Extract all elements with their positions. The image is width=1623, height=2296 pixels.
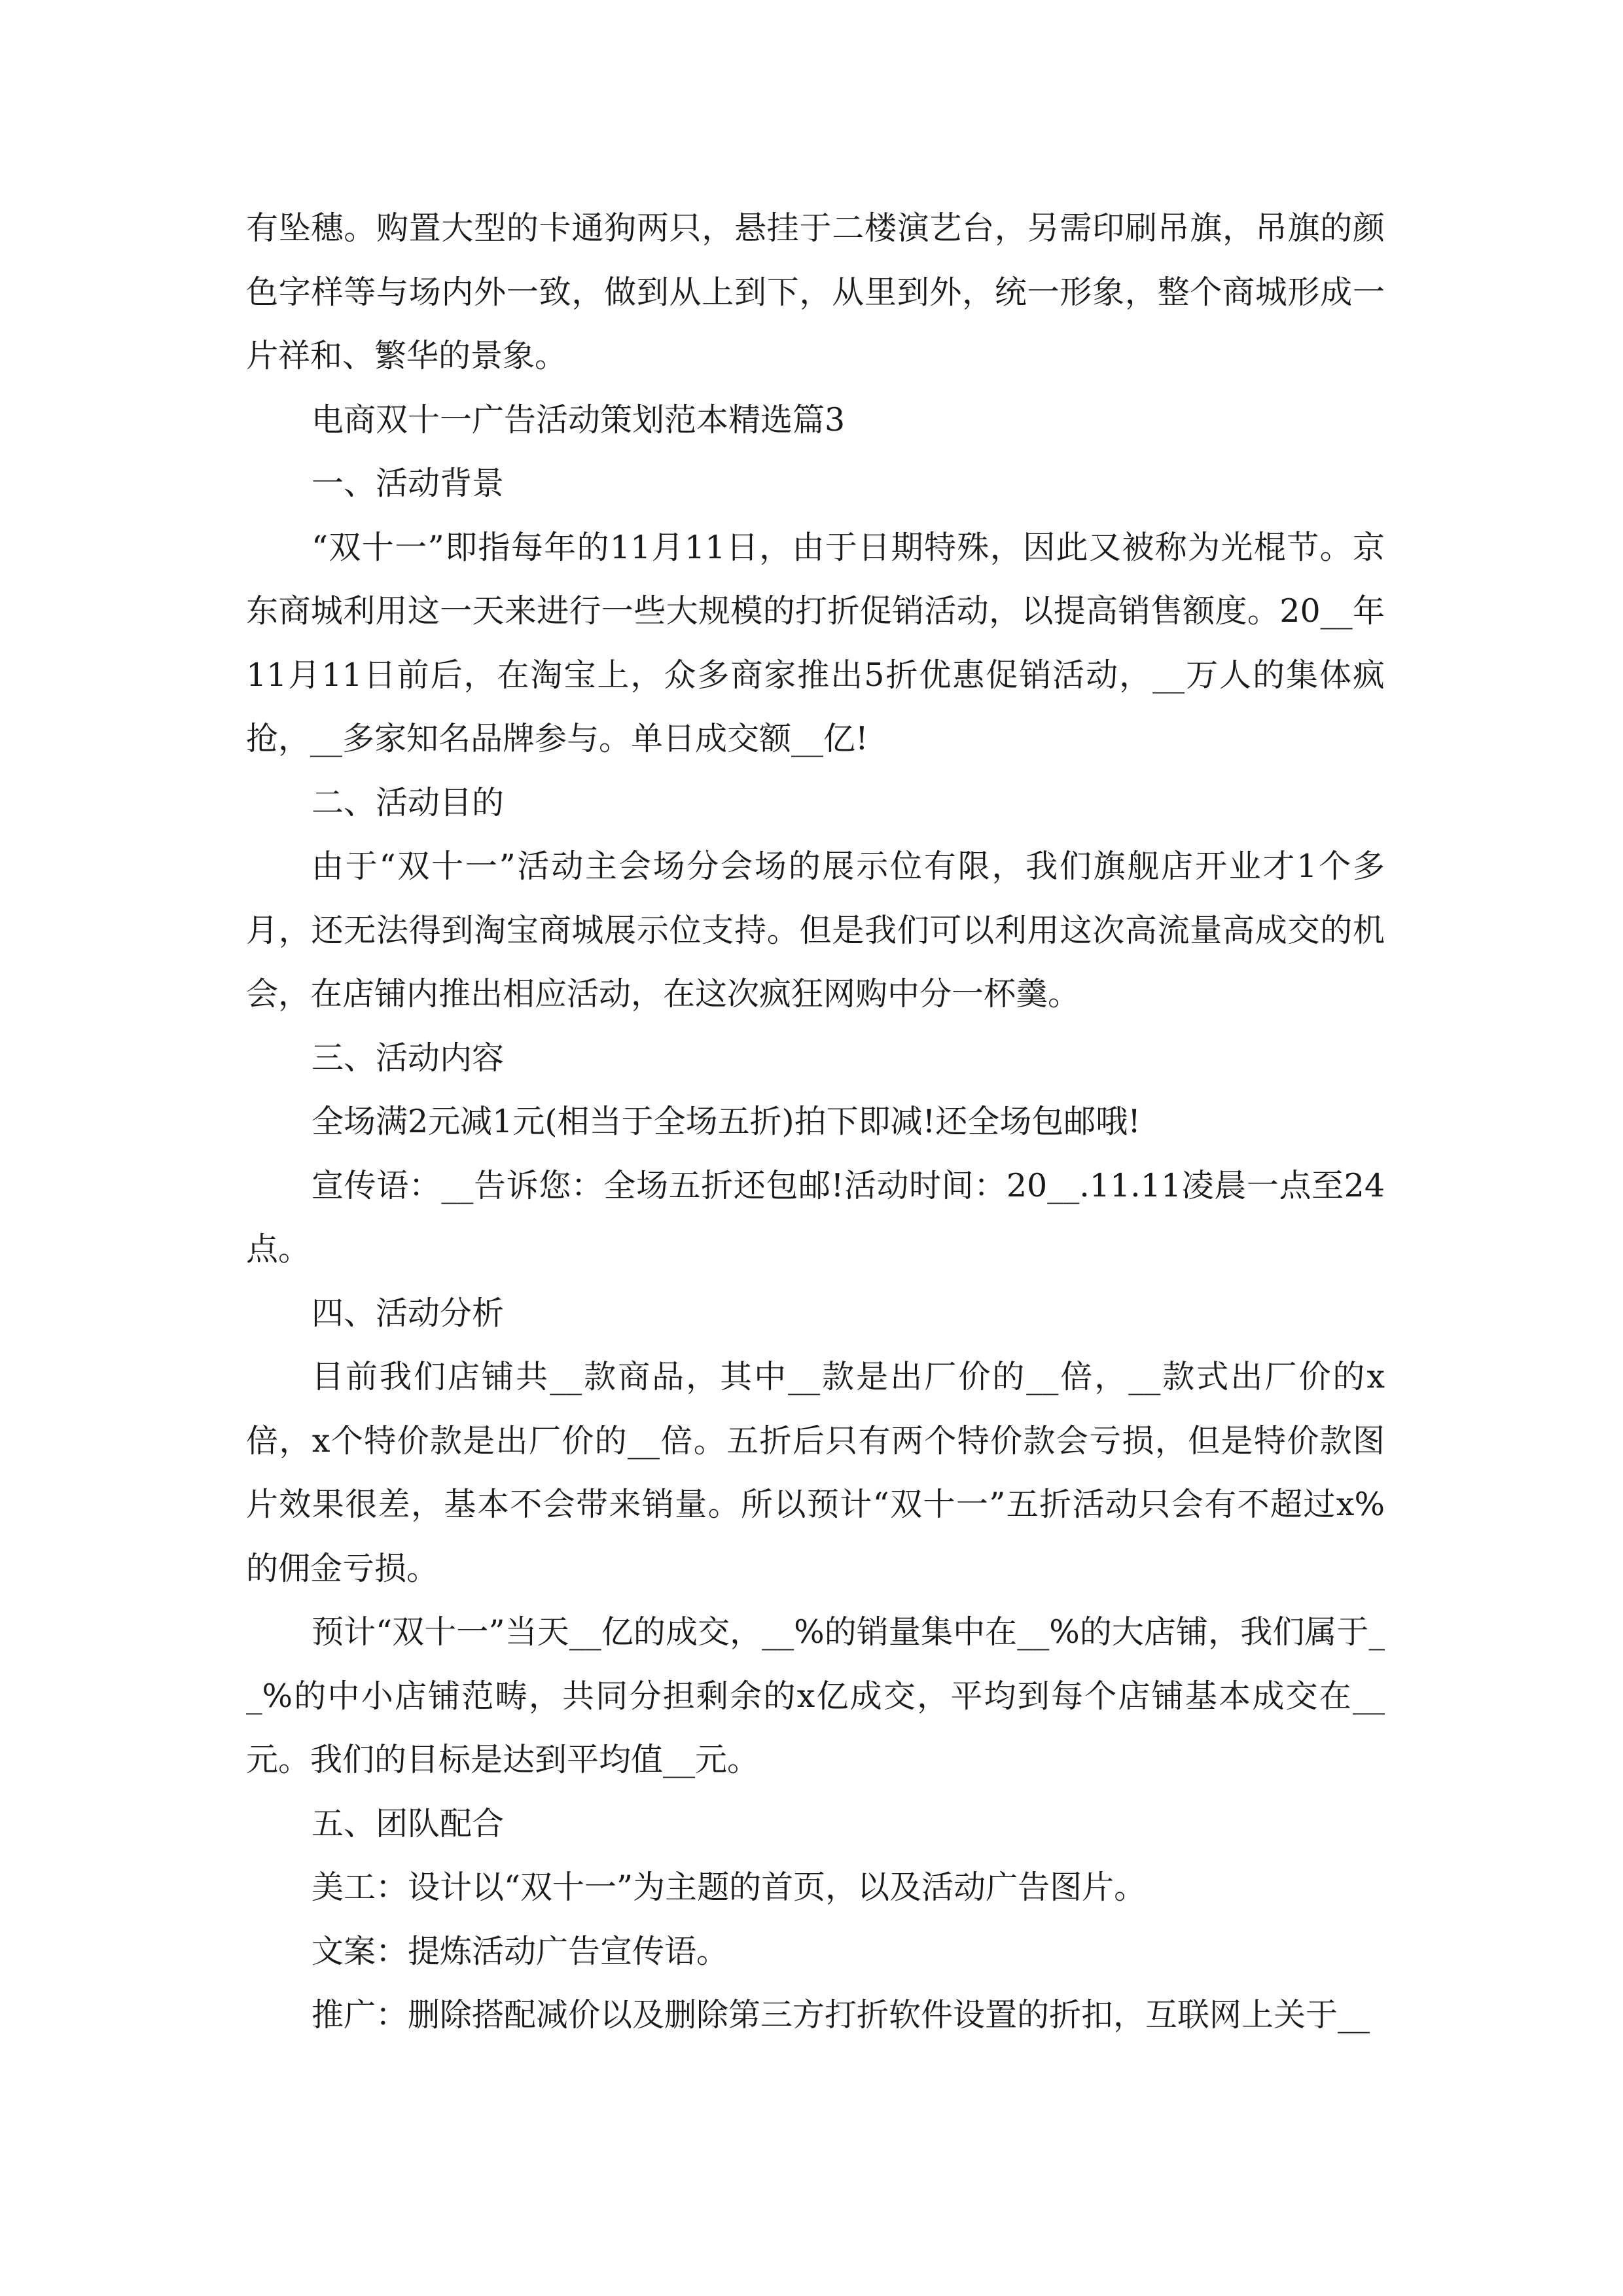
heading-content: 三、活动内容 <box>312 1039 505 1077</box>
heading-background: 一、活动背景 <box>312 465 505 502</box>
heading-team: 五、团队配合 <box>312 1804 505 1842</box>
paragraph-promotion: 推广：删除搭配减价以及删除第三方打折软件设置的折扣，互联网上关于__ <box>312 1996 1370 2034</box>
section-title: 电商双十一广告活动策划范本精选篇3 <box>312 401 846 439</box>
heading-purpose: 二、活动目的 <box>312 783 505 821</box>
paragraph-slogan: 宣传语：__告诉您：全场五折还包邮!活动时间：20__.11.11凌晨一点至24点。 <box>246 1166 1385 1268</box>
paragraph-content: 全场满2元减1元(相当于全场五折)拍下即减!还全场包邮哦! <box>312 1103 1141 1140</box>
paragraph-forecast: 预计“双十一”当天__亿的成交，__%的销量集中在__%的大店铺，我们属于__%的中小店铺范畴，共同分担剩余的x亿成交，平均到每个店铺基本成交在__元。我们的目标是达到平均值__元。 <box>246 1613 1385 1778</box>
paragraph-purpose: 由于“双十一”活动主会场分会场的展示位有限，我们旗舰店开业才1个多月，还无法得到淘宝商城展示位支持。但是我们可以利用这次高流量高成交的机会，在店铺内推出相应活动，在这次疯狂网购中分一杯羹。 <box>246 848 1385 1013</box>
paragraph-background: “双十一”即指每年的11月11日，由于日期特殊，因此又被称为光棍节。京东商城利用这一天来进行一些大规模的打折促销活动，以提高销售额度。20__年11月11日前后，在淘宝上，众多商家推出5折优惠促销活动，__万人的集体疯抢，__多家知名品牌参与。单日成交额__亿! <box>246 528 1385 757</box>
paragraph-continuation: 有坠穗。购置大型的卡通狗两只，悬挂于二楼演艺台，另需印刷吊旗，吊旗的颜色字样等与场内外一致，做到从上到下，从里到外，统一形象，整个商城形成一片祥和、繁华的景象。 <box>246 209 1385 374</box>
heading-analysis: 四、活动分析 <box>312 1294 505 1332</box>
paragraph-analysis: 目前我们店铺共__款商品，其中__款是出厂价的__倍，__款式出厂价的x倍，x个特价款是出厂价的__倍。五折后只有两个特价款会亏损，但是特价款图片效果很差，基本不会带来销量。所以预计“双十一”五折活动只会有不超过x%的佣金亏损。 <box>246 1358 1385 1587</box>
paragraph-designer: 美工：设计以“双十一”为主题的首页，以及活动广告图片。 <box>312 1869 1147 1906</box>
document-body <box>246 196 1385 2047</box>
paragraph-copywriter: 文案：提炼活动广告宣传语。 <box>312 1932 729 1970</box>
